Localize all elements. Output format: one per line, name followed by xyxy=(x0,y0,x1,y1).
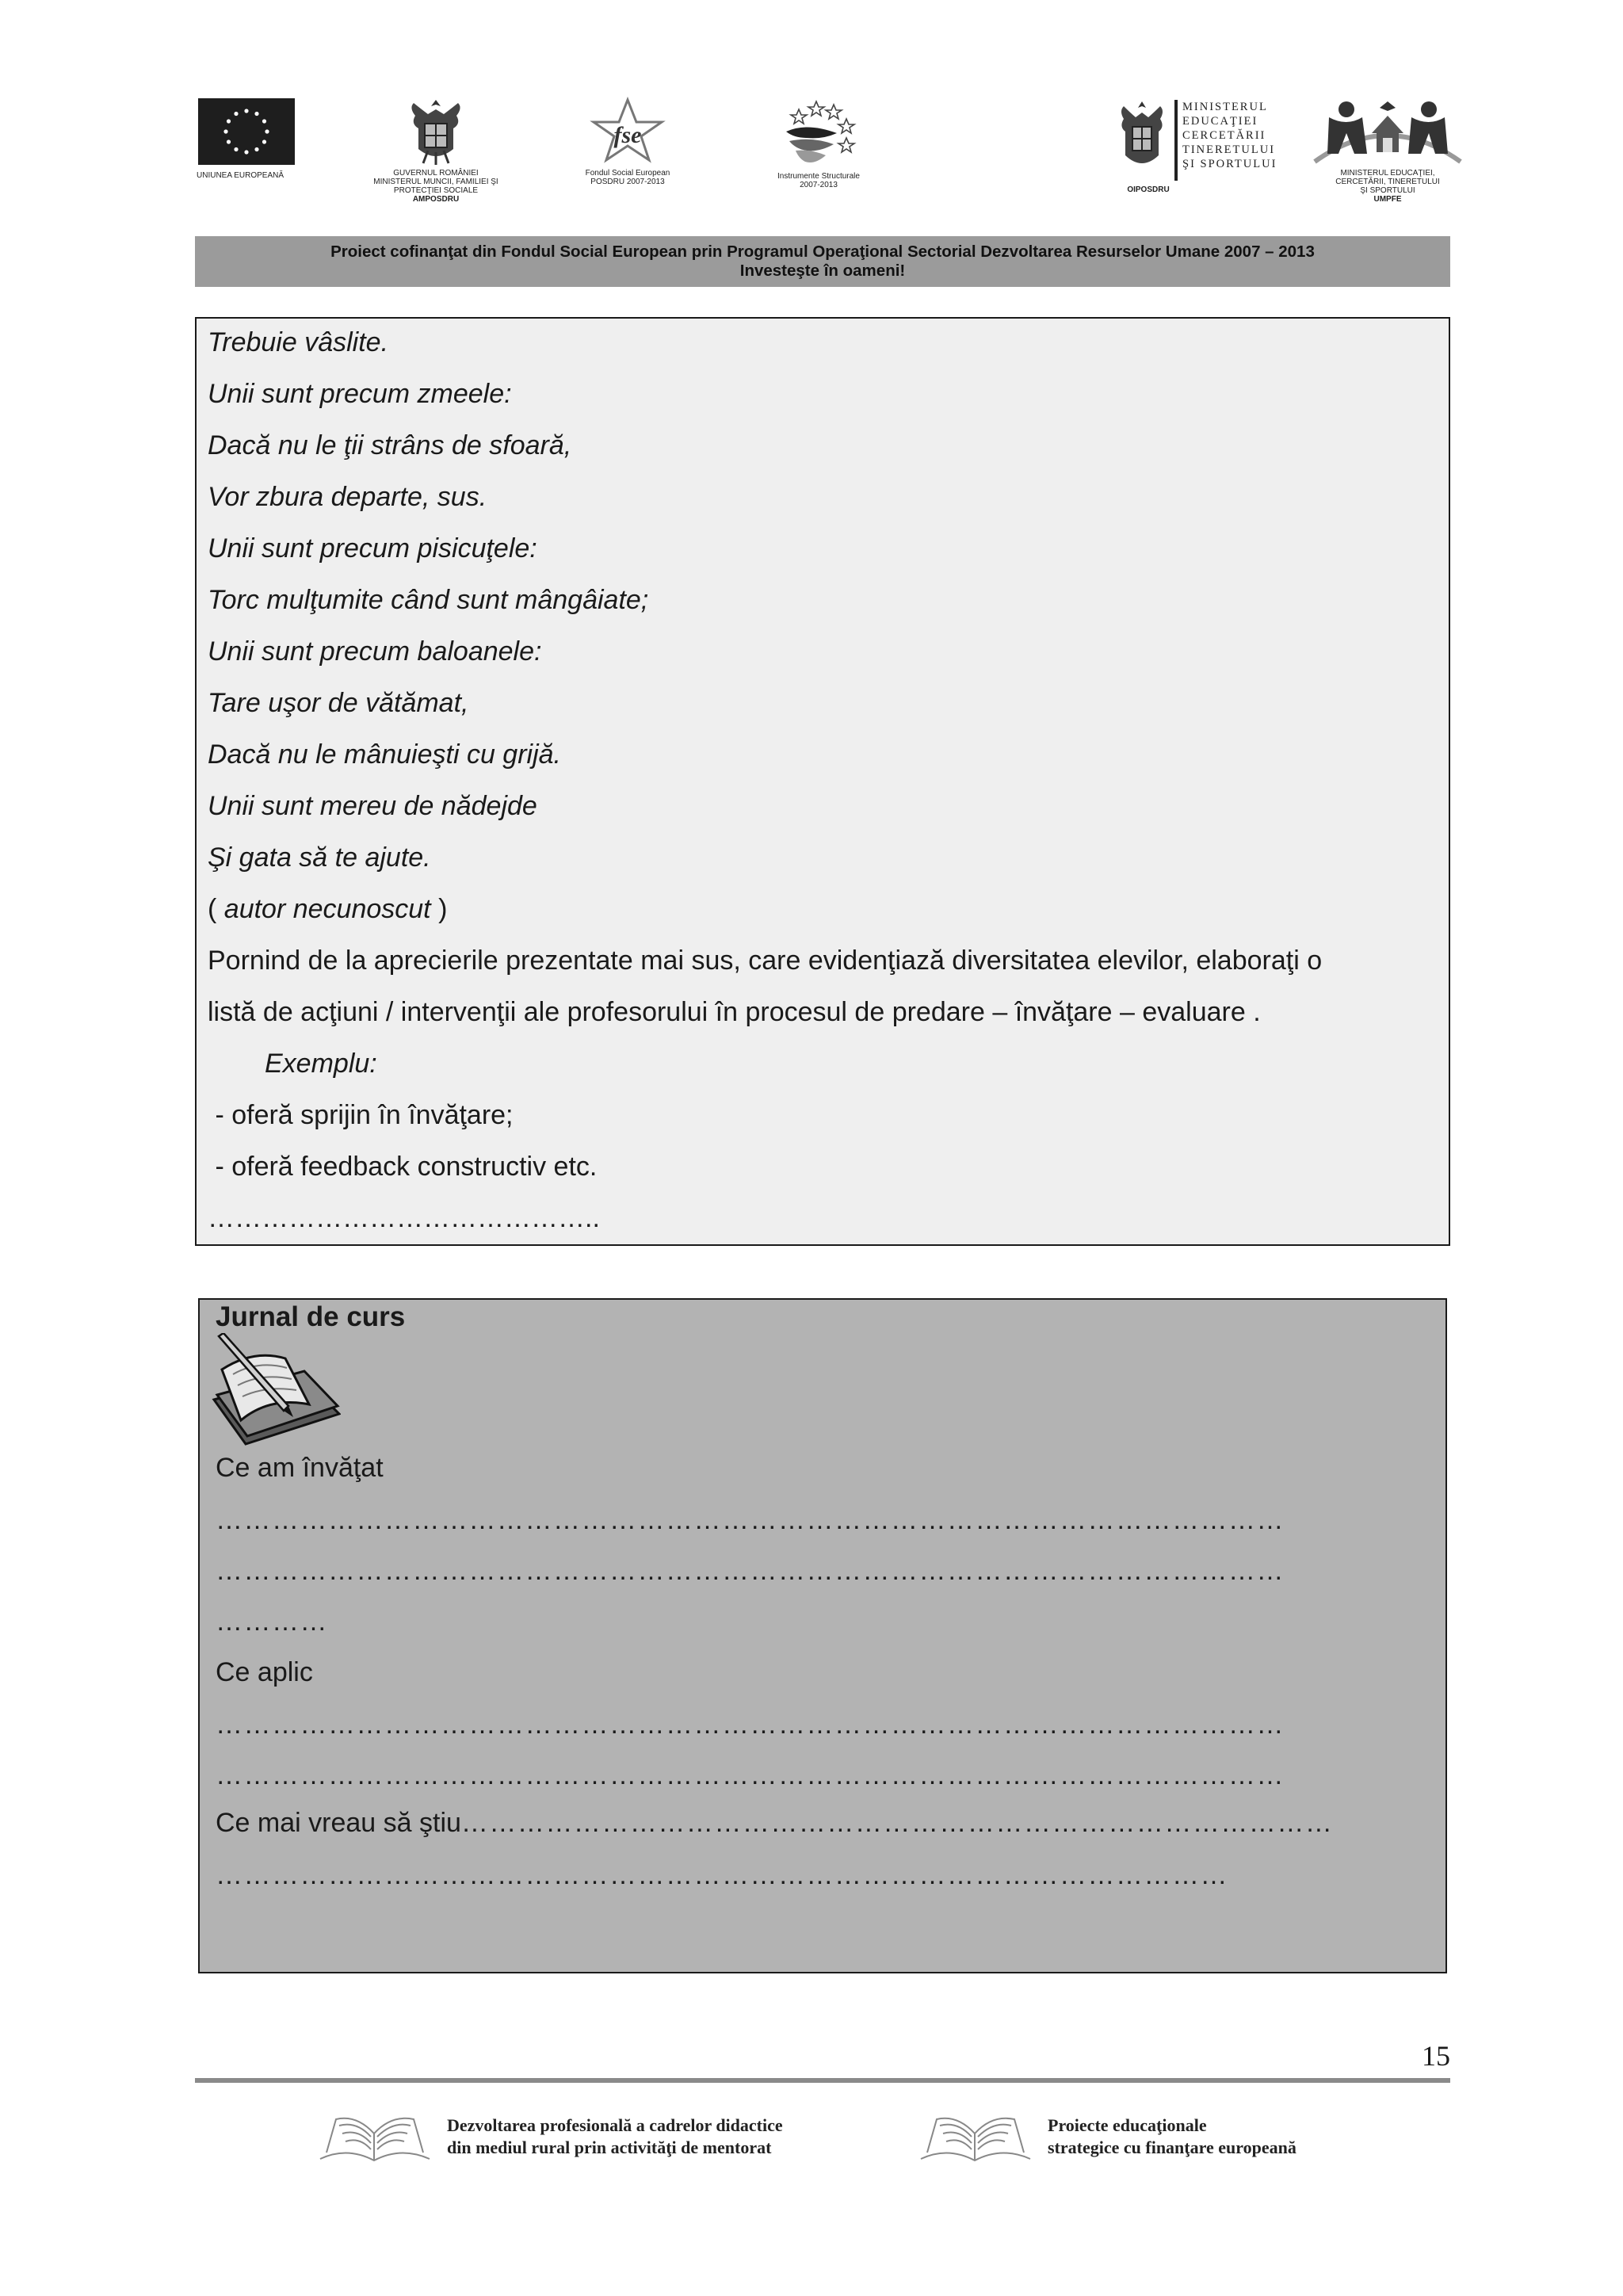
poem-line: Unii sunt precum baloanele: xyxy=(208,636,542,667)
umpfe-logo xyxy=(1306,94,1469,204)
instrumente-structurale-logo xyxy=(775,97,862,170)
government-logo xyxy=(361,97,510,204)
learned-answer-line: ………… xyxy=(216,1606,328,1637)
government-caption: GUVERNUL ROMÂNIEI MINISTERUL MUNCII, FAMILIEI ŞI PROTECŢIEI SOCIALE xyxy=(373,169,498,195)
footer-left-line2: din mediul rural prin activităţi de mentorat xyxy=(447,2137,772,2157)
footer-right-line1: Proiecte educaţionale xyxy=(1048,2115,1207,2135)
poem-line: Unii sunt mereu de nădejde xyxy=(208,791,537,821)
poem-line: Unii sunt precum pisicuţele: xyxy=(208,533,537,563)
section-want-to-know-label: Ce mai vreau să ştiu xyxy=(216,1808,461,1838)
open-book-icon xyxy=(916,2111,1035,2167)
poem-line: Torc mulţumite când sunt mângâiate; xyxy=(208,585,649,615)
apply-answer-line: …………………………………………………………………………………………………… xyxy=(216,1710,1285,1740)
banner-slogan: Investeşte în oameni! xyxy=(739,262,906,280)
answer-dotted-line: …………………………………….. xyxy=(208,1203,600,1233)
poem-line: Trebuie vâslite. xyxy=(208,327,389,357)
section-want-to-know xyxy=(216,1807,1333,1839)
task-instruction-line: listă de acţiuni / intervenţii ale profesorului în procesul de predare – învăţare – evaluare . xyxy=(208,997,1261,1027)
want-to-know-answer-line: ……………………………………………………………………………………………… xyxy=(216,1860,1228,1890)
eu-logo xyxy=(197,98,307,180)
umpfe-caption: MINISTERUL EDUCAŢIEI, CERCETĂRII, TINERETULUI ŞI SPORTULUI xyxy=(1335,169,1440,195)
structural-instruments-caption: Instrumente Structurale 2007-2013 xyxy=(777,172,860,189)
footer-divider xyxy=(195,2078,1450,2083)
page-number: 15 xyxy=(1422,2040,1450,2072)
want-to-know-dots: ………………………………………………………………………………… xyxy=(460,1808,1334,1838)
learned-answer-line: …………………………………………………………………………………………………… xyxy=(216,1556,1285,1586)
project-banner xyxy=(195,236,1450,287)
eu-caption: UNIUNEA EUROPEANĂ xyxy=(197,171,285,180)
footer-project-right xyxy=(916,2111,1360,2175)
apply-answer-line: …………………………………………………………………………………………………… xyxy=(216,1760,1285,1790)
eu-flag-icon xyxy=(198,98,295,165)
poem-line: Dacă nu le mânuieşti cu grijă. xyxy=(208,739,562,770)
journal-title: Jurnal de curs xyxy=(216,1301,406,1332)
structural-instruments-logo xyxy=(761,97,876,189)
fse-caption: Fondul Social European POSDRU 2007-2013 xyxy=(585,169,670,186)
poem-line: Unii sunt precum zmeele: xyxy=(208,379,512,409)
poem-line: Dacă nu le ţii strâns de sfoară, xyxy=(208,430,572,460)
footer-right-line2: strategice cu finanţare europeană xyxy=(1048,2137,1296,2157)
example-label: Exemplu: xyxy=(265,1049,377,1079)
fse-star-logo xyxy=(584,97,671,166)
amposdru-label: AMPOSDRU xyxy=(412,195,460,204)
umpfe-label: UMPFE xyxy=(1373,195,1402,204)
oiposdru-label: OIPOSDRU xyxy=(1127,185,1170,194)
poem-line: Vor zbura departe, sus. xyxy=(208,482,487,512)
notebook-pen-icon xyxy=(206,1333,341,1452)
romanian-coat-of-arms-icon xyxy=(1116,100,1168,179)
section-apply-label: Ce aplic xyxy=(216,1657,313,1687)
course-journal-box xyxy=(198,1298,1447,1973)
task-instruction-line: Pornind de la aprecierile prezentate mai sus, care evidenţiază diversitatea elevilor, elaboraţi o xyxy=(208,946,1323,976)
poem-line: Tare uşor de vătămat, xyxy=(208,688,469,718)
fse-logo xyxy=(569,97,686,186)
section-learned-label: Ce am învăţat xyxy=(216,1453,384,1483)
learned-answer-line: …………………………………………………………………………………………………… xyxy=(216,1505,1285,1535)
svg-text:fse: fse xyxy=(613,122,642,148)
example-item: - oferă feedback constructiv etc. xyxy=(208,1152,598,1182)
ministry-education-logo xyxy=(1116,95,1290,206)
poem-line: Şi gata să te ajute. xyxy=(208,842,431,873)
open-book-icon xyxy=(315,2111,434,2167)
ministry-name-text: MINISTERUL EDUCAŢIEI CERCETĂRII TINERETULUI ŞI SPORTULUI xyxy=(1182,101,1277,170)
banner-title: Proiect cofinanţat din Fondul Social European prin Programul Operaţional Sectorial Dezvoltarea Resurselor Umane 2007 – 2013 xyxy=(330,243,1315,261)
example-item: - oferă sprijin în învăţare; xyxy=(208,1100,514,1130)
poem-box xyxy=(195,317,1450,1246)
footer-project-left xyxy=(315,2111,783,2175)
romanian-coat-of-arms-icon xyxy=(404,97,468,166)
poem-author: ( autor necunoscut ) xyxy=(208,894,448,924)
umpfe-logo-icon xyxy=(1310,94,1465,166)
footer-left-line1: Dezvoltarea profesională a cadrelor didactice xyxy=(447,2115,783,2135)
